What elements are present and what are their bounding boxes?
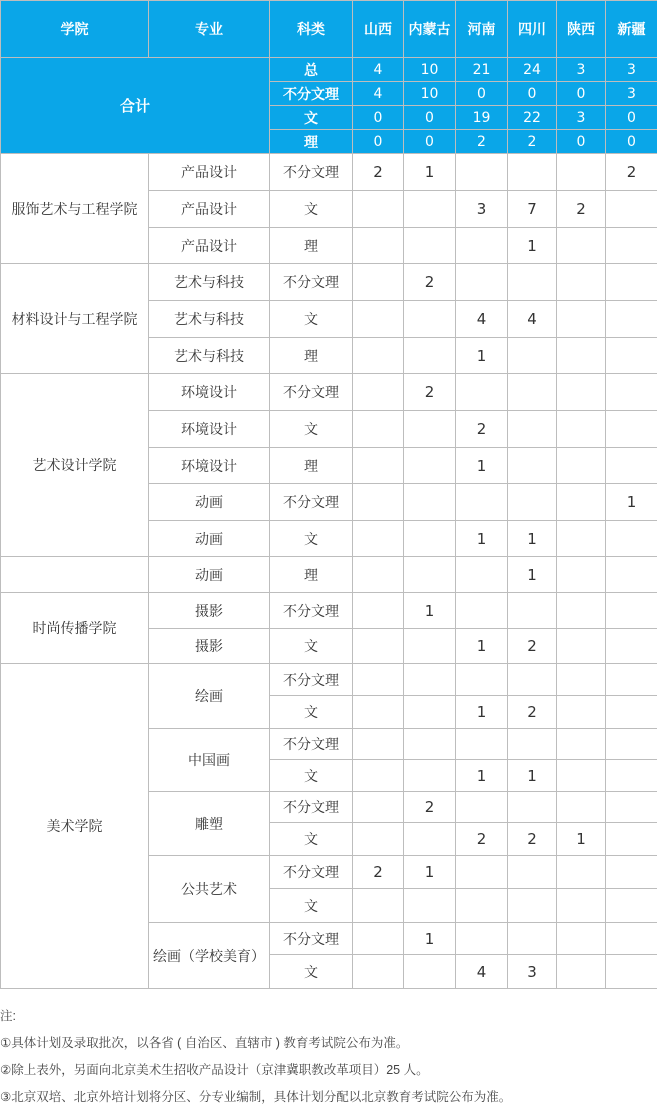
quota-value: 2 xyxy=(508,629,557,664)
quota-value xyxy=(508,264,557,301)
summary-value: 0 xyxy=(353,130,404,154)
quota-value: 4 xyxy=(508,301,557,338)
quota-value: 1 xyxy=(456,521,508,557)
quota-value xyxy=(557,411,606,448)
college-name: 服饰艺术与工程学院 xyxy=(1,154,149,264)
quota-value xyxy=(353,823,404,856)
summary-value: 0 xyxy=(404,106,456,130)
quota-value xyxy=(508,856,557,889)
quota-value: 1 xyxy=(456,448,508,484)
quota-value xyxy=(557,374,606,411)
quota-value xyxy=(606,889,657,923)
quota-value xyxy=(353,338,404,374)
quota-value xyxy=(353,955,404,989)
category-type: 不分文理 xyxy=(270,593,353,629)
quota-value xyxy=(404,338,456,374)
quota-value: 2 xyxy=(557,191,606,228)
quota-value xyxy=(404,228,456,264)
major-name: 产品设计 xyxy=(149,154,270,191)
quota-value xyxy=(508,484,557,521)
college-name: 材料设计与工程学院 xyxy=(1,264,149,374)
quota-value xyxy=(456,374,508,411)
quota-value xyxy=(606,823,657,856)
category-type: 不分文理 xyxy=(270,856,353,889)
quota-value xyxy=(557,301,606,338)
category-type: 理 xyxy=(270,228,353,264)
quota-value xyxy=(456,923,508,955)
quota-value xyxy=(404,448,456,484)
quota-value xyxy=(557,889,606,923)
quota-value xyxy=(456,228,508,264)
quota-value xyxy=(353,448,404,484)
summary-value: 3 xyxy=(606,82,657,106)
quota-value xyxy=(606,593,657,629)
summary-type: 总 xyxy=(270,58,353,82)
quota-value xyxy=(404,521,456,557)
quota-value: 2 xyxy=(606,154,657,191)
summary-value: 2 xyxy=(508,130,557,154)
quota-value: 1 xyxy=(456,629,508,664)
quota-value xyxy=(557,856,606,889)
quota-value xyxy=(456,593,508,629)
col-header-province: 河南 xyxy=(456,1,508,58)
quota-value xyxy=(606,792,657,823)
col-header-major: 专业 xyxy=(149,1,270,58)
quota-value xyxy=(557,923,606,955)
quota-value: 1 xyxy=(606,484,657,521)
summary-title: 合计 xyxy=(1,58,270,154)
quota-value xyxy=(404,557,456,593)
quota-value xyxy=(353,301,404,338)
college-name: 美术学院 xyxy=(1,664,149,989)
quota-value xyxy=(606,629,657,664)
category-type: 文 xyxy=(270,629,353,664)
quota-value: 1 xyxy=(404,856,456,889)
major-name: 摄影 xyxy=(149,629,270,664)
quota-value xyxy=(557,484,606,521)
quota-value xyxy=(353,228,404,264)
quota-value xyxy=(404,696,456,729)
summary-value: 3 xyxy=(557,58,606,82)
major-name: 艺术与科技 xyxy=(149,301,270,338)
major-name: 摄影 xyxy=(149,593,270,629)
note-item-1: ①具体计划及录取批次，以各省 ( 自治区、直辖市 ) 教育考试院公布为准。 xyxy=(0,1036,409,1050)
quota-value xyxy=(606,955,657,989)
quota-value xyxy=(456,664,508,696)
quota-value xyxy=(353,629,404,664)
quota-value xyxy=(456,792,508,823)
summary-type: 文 xyxy=(270,106,353,130)
college-name xyxy=(1,557,149,593)
quota-value xyxy=(353,729,404,760)
quota-value: 1 xyxy=(557,823,606,856)
quota-value: 2 xyxy=(508,823,557,856)
quota-value: 1 xyxy=(508,521,557,557)
quota-value xyxy=(508,729,557,760)
quota-value xyxy=(557,521,606,557)
quota-value xyxy=(557,792,606,823)
quota-value xyxy=(557,629,606,664)
category-type: 文 xyxy=(270,301,353,338)
quota-value xyxy=(606,664,657,696)
summary-value: 0 xyxy=(606,106,657,130)
quota-value: 1 xyxy=(508,228,557,264)
category-type: 理 xyxy=(270,448,353,484)
quota-value xyxy=(456,154,508,191)
summary-type: 理 xyxy=(270,130,353,154)
major-name: 动画 xyxy=(149,484,270,521)
quota-value: 2 xyxy=(404,374,456,411)
quota-value: 2 xyxy=(404,264,456,301)
quota-value xyxy=(404,955,456,989)
summary-value: 0 xyxy=(404,130,456,154)
quota-value xyxy=(557,729,606,760)
quota-value: 2 xyxy=(404,792,456,823)
major-name: 产品设计 xyxy=(149,228,270,264)
quota-value xyxy=(508,792,557,823)
summary-value: 0 xyxy=(508,82,557,106)
quota-value xyxy=(353,696,404,729)
quota-value xyxy=(606,729,657,760)
quota-value xyxy=(557,760,606,792)
quota-value: 1 xyxy=(456,696,508,729)
summary-value: 3 xyxy=(557,106,606,130)
category-type: 不分文理 xyxy=(270,923,353,955)
major-name: 公共艺术 xyxy=(149,856,270,923)
quota-value xyxy=(353,374,404,411)
major-name: 绘画 xyxy=(149,664,270,729)
quota-value xyxy=(606,411,657,448)
quota-value xyxy=(606,557,657,593)
summary-value: 3 xyxy=(606,58,657,82)
table-row xyxy=(1,593,657,629)
quota-value: 2 xyxy=(456,823,508,856)
category-type: 理 xyxy=(270,557,353,593)
col-header-province: 内蒙古 xyxy=(404,1,456,58)
quota-value xyxy=(606,856,657,889)
quota-value: 2 xyxy=(456,411,508,448)
quota-value: 4 xyxy=(456,955,508,989)
quota-value: 1 xyxy=(404,593,456,629)
quota-value: 4 xyxy=(456,301,508,338)
college-name: 艺术设计学院 xyxy=(1,374,149,557)
quota-value xyxy=(456,889,508,923)
quota-value xyxy=(456,484,508,521)
quota-value xyxy=(353,664,404,696)
major-name: 中国画 xyxy=(149,729,270,792)
quota-value xyxy=(606,760,657,792)
quota-value xyxy=(606,338,657,374)
college-name: 时尚传播学院 xyxy=(1,593,149,664)
quota-value xyxy=(353,760,404,792)
summary-value: 0 xyxy=(353,106,404,130)
quota-value xyxy=(508,374,557,411)
col-header-category: 科类 xyxy=(270,1,353,58)
quota-value xyxy=(557,593,606,629)
category-type: 文 xyxy=(270,411,353,448)
table-row xyxy=(1,154,657,191)
table-row xyxy=(1,374,657,411)
quota-value: 7 xyxy=(508,191,557,228)
quota-value xyxy=(353,889,404,923)
quota-value: 2 xyxy=(353,154,404,191)
col-header-province: 新疆 xyxy=(606,1,657,58)
quota-value xyxy=(557,448,606,484)
quota-value xyxy=(404,191,456,228)
major-name: 动画 xyxy=(149,521,270,557)
quota-value: 1 xyxy=(404,154,456,191)
major-name: 艺术与科技 xyxy=(149,338,270,374)
quota-value xyxy=(557,228,606,264)
summary-row xyxy=(1,58,657,82)
col-header-province: 四川 xyxy=(508,1,557,58)
quota-value: 1 xyxy=(456,338,508,374)
category-type: 不分文理 xyxy=(270,664,353,696)
quota-value xyxy=(404,629,456,664)
major-name: 雕塑 xyxy=(149,792,270,856)
header-row xyxy=(1,1,657,58)
quota-value xyxy=(404,301,456,338)
quota-value xyxy=(508,154,557,191)
quota-value xyxy=(353,191,404,228)
quota-value: 1 xyxy=(508,760,557,792)
col-header-province: 陕西 xyxy=(557,1,606,58)
quota-value xyxy=(404,664,456,696)
quota-value xyxy=(456,856,508,889)
quota-value xyxy=(557,154,606,191)
quota-value xyxy=(508,889,557,923)
quota-value: 3 xyxy=(508,955,557,989)
quota-value xyxy=(606,264,657,301)
quota-value xyxy=(508,448,557,484)
col-header-college: 学院 xyxy=(1,1,149,58)
quota-value xyxy=(606,448,657,484)
category-type: 文 xyxy=(270,760,353,792)
note-item-3: ③北京双培、北京外培计划将分区、分专业编制，具体计划分配以北京教育考试院公布为准。 xyxy=(0,1090,512,1104)
quota-value xyxy=(404,484,456,521)
summary-value: 2 xyxy=(456,130,508,154)
quota-value xyxy=(353,792,404,823)
quota-value xyxy=(606,228,657,264)
category-type: 不分文理 xyxy=(270,374,353,411)
quota-value xyxy=(557,955,606,989)
category-type: 文 xyxy=(270,521,353,557)
summary-value: 21 xyxy=(456,58,508,82)
notes xyxy=(0,1003,657,1111)
summary-value: 0 xyxy=(557,130,606,154)
quota-value: 3 xyxy=(456,191,508,228)
quota-value xyxy=(353,521,404,557)
quota-value xyxy=(508,411,557,448)
col-header-province: 山西 xyxy=(353,1,404,58)
quota-value: 2 xyxy=(353,856,404,889)
category-type: 不分文理 xyxy=(270,792,353,823)
major-name: 绘画（学校美育） xyxy=(149,923,270,989)
category-type: 文 xyxy=(270,696,353,729)
quota-value xyxy=(508,593,557,629)
quota-value xyxy=(353,484,404,521)
summary-value: 0 xyxy=(456,82,508,106)
category-type: 文 xyxy=(270,955,353,989)
major-name: 环境设计 xyxy=(149,448,270,484)
category-type: 不分文理 xyxy=(270,729,353,760)
major-name: 动画 xyxy=(149,557,270,593)
quota-value xyxy=(606,374,657,411)
category-type: 不分文理 xyxy=(270,484,353,521)
quota-value xyxy=(353,264,404,301)
quota-value xyxy=(353,557,404,593)
major-name: 环境设计 xyxy=(149,374,270,411)
quota-value xyxy=(353,411,404,448)
major-name: 艺术与科技 xyxy=(149,264,270,301)
quota-value xyxy=(557,557,606,593)
quota-value xyxy=(606,521,657,557)
quota-value xyxy=(606,923,657,955)
major-name: 环境设计 xyxy=(149,411,270,448)
quota-value xyxy=(353,923,404,955)
quota-value xyxy=(508,664,557,696)
table-row xyxy=(1,557,657,593)
summary-type: 不分文理 xyxy=(270,82,353,106)
quota-value: 1 xyxy=(456,760,508,792)
summary-value: 0 xyxy=(557,82,606,106)
table-row xyxy=(1,664,657,696)
quota-value xyxy=(606,696,657,729)
summary-value: 19 xyxy=(456,106,508,130)
quota-value xyxy=(404,729,456,760)
quota-value: 1 xyxy=(404,923,456,955)
quota-value xyxy=(557,696,606,729)
major-name: 产品设计 xyxy=(149,191,270,228)
quota-value: 2 xyxy=(508,696,557,729)
quota-value xyxy=(456,557,508,593)
note-item-2: ②除上表外，另面向北京美术生招收产品设计（京津冀职教改革项目）25 人。 xyxy=(0,1063,429,1077)
category-type: 文 xyxy=(270,823,353,856)
category-type: 不分文理 xyxy=(270,154,353,191)
quota-value xyxy=(557,664,606,696)
category-type: 理 xyxy=(270,338,353,374)
summary-value: 0 xyxy=(606,130,657,154)
category-type: 文 xyxy=(270,191,353,228)
quota-value xyxy=(456,729,508,760)
quota-value xyxy=(404,823,456,856)
summary-value: 24 xyxy=(508,58,557,82)
summary-value: 4 xyxy=(353,58,404,82)
summary-value: 10 xyxy=(404,58,456,82)
quota-value xyxy=(557,264,606,301)
quota-value xyxy=(404,889,456,923)
quota-value xyxy=(508,923,557,955)
summary-value: 22 xyxy=(508,106,557,130)
category-type: 不分文理 xyxy=(270,264,353,301)
quota-value xyxy=(557,338,606,374)
quota-value xyxy=(508,338,557,374)
quota-value xyxy=(353,593,404,629)
notes-title: 注: xyxy=(0,1009,16,1023)
quota-value: 1 xyxy=(508,557,557,593)
quota-value xyxy=(606,191,657,228)
quota-value xyxy=(404,760,456,792)
table-row xyxy=(1,264,657,301)
quota-value xyxy=(456,264,508,301)
quota-value xyxy=(404,411,456,448)
quota-value xyxy=(606,301,657,338)
summary-value: 4 xyxy=(353,82,404,106)
summary-value: 10 xyxy=(404,82,456,106)
category-type: 文 xyxy=(270,889,353,923)
